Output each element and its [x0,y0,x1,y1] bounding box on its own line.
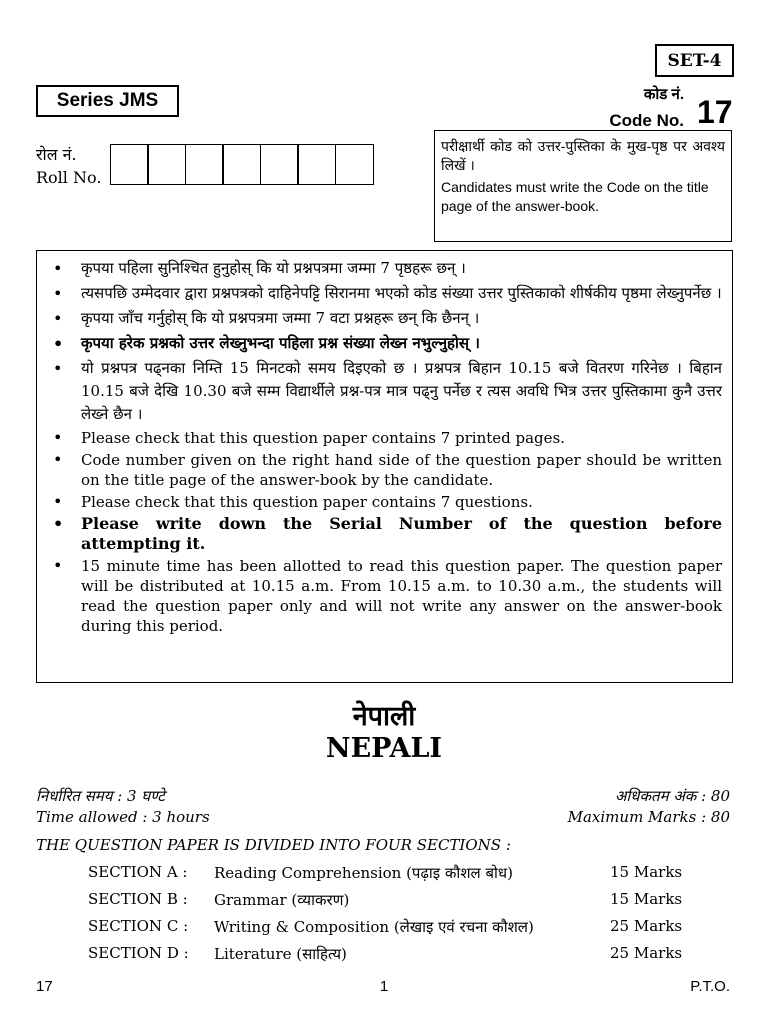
instruction-en-3: • Please check that this question paper contains 7 questions. [47,492,722,512]
instruction-np-3: • कृपया जाँच गर्नुहोस् कि यो प्रश्नपत्रमा जम्मा 7 वटा प्रश्नहरू छन् कि छैनन् । [47,307,722,330]
section-marks: 15 Marks [610,890,683,908]
code-label-en: Code No. [609,111,684,130]
instruction-en-2: • Code number given on the right hand side of the question paper should be written on the title page of the answer-book by the candidate. [47,450,722,490]
section-name: Writing & Composition (लेखाइ एवं रचना कौशल) [214,918,534,936]
code-note-box [434,130,732,242]
section-name: Grammar (व्याकरण) [214,891,350,909]
roll-number-cell[interactable] [110,144,149,185]
series-label: Series JMS [36,85,179,117]
section-id: SECTION D : [88,944,189,962]
subject-title-en: NEPALI [325,733,443,764]
instruction-en-5: • 15 minute time has been allotted to read this question paper. The question paper will be distributed at 10.15 a.m. From 10.15 a.m. to 10.30 a.m., the students will read the question paper only and will not write any answer on the answer-book during this period. [47,556,722,636]
section-marks: 25 Marks [610,917,683,935]
instructions-box [36,250,733,683]
instruction-en-4: • Please write down the Serial Number of the question before attempting it. [47,514,722,554]
sections-heading: THE QUESTION PAPER IS DIVIDED INTO FOUR SECTIONS : [36,836,511,854]
time-allowed-en: Time allowed : 3 hours [36,808,210,826]
instruction-np-2: • त्यसपछि उम्मेदवार द्वारा प्रश्नपत्रको दाहिनेपट्टि सिरानमा भएको कोड संख्या उत्तर पुस्तिकाको शीर्षकीय पृष्ठमा लेख्नुपर्नेछ । [47,282,722,305]
section-marks: 25 Marks [610,944,683,962]
section-id: SECTION B : [88,890,188,908]
instruction-np-1: • कृपया पहिला सुनिश्चित हुनुहोस् कि यो प्रश्नपत्रमा जम्मा 7 पृष्ठहरू छन् । [47,257,722,280]
section-id: SECTION A : [88,863,188,881]
section-row-c [88,917,710,937]
time-allowed-np: निर्धारित समय : 3 घण्टे [36,787,165,805]
roll-number-boxes[interactable] [111,144,374,185]
code-label-np: कोड नं. [643,86,684,103]
roll-label-np: रोल नं. [36,145,77,164]
roll-number-cell[interactable] [260,144,299,185]
max-marks-en: Maximum Marks : 80 [567,808,730,826]
roll-number-cell[interactable] [222,144,261,185]
instructions-list [47,257,722,636]
footer-code: 17 [36,978,53,995]
roll-number-cell[interactable] [297,144,336,185]
section-name: Reading Comprehension (पढ़ाइ कौशल बोध) [214,864,513,882]
section-row-d [88,944,710,964]
section-row-a [88,863,710,883]
page-number: 1 [379,978,389,995]
code-note-np: परीक्षार्थी कोड को उत्तर-पुस्तिका के मुख-पृष्ठ पर अवश्य लिखें । [441,138,725,173]
section-marks: 15 Marks [610,863,683,881]
code-number: 17 [697,94,733,130]
pto-label: P.T.O. [690,978,730,995]
roll-number-cell[interactable] [185,144,224,185]
code-note-en: Candidates must write the Code on the title page of the answer-book. [441,179,709,214]
roll-number-cell[interactable] [335,144,374,185]
roll-label-en: Roll No. [36,168,102,187]
instruction-np-4: • कृपया हरेक प्रश्नको उत्तर लेख्नुभन्दा पहिला प्रश्न संख्या लेख्न नभुल्नुहोस् । [47,332,722,355]
set-badge: SET-4 [655,44,734,77]
instruction-en-1: • Please check that this question paper contains 7 printed pages. [47,428,722,448]
section-row-b [88,890,710,910]
instruction-np-5: • यो प्रश्नपत्र पढ्नका निम्ति 15 मिनटको समय दिइएको छ । प्रश्नपत्र बिहान 10.15 बजे वितरण गरिनेछ । बिहान 10.15 बजे देखि 10.30 बजे सम्म विद्यार्थीले प्रश्न-पत्र मात्र पढ्नु पर्नेछ र त्यस अवधि भित्र उत्तर पुस्तिकामा कुनै उत्तर लेख्ने छैन । [47,357,722,426]
section-name: Literature (साहित्य) [214,945,347,963]
subject-title-np: नेपाली [352,701,416,732]
max-marks-np: अधिकतम अंक : 80 [614,787,730,805]
section-id: SECTION C : [88,917,189,935]
roll-number-cell[interactable] [147,144,186,185]
